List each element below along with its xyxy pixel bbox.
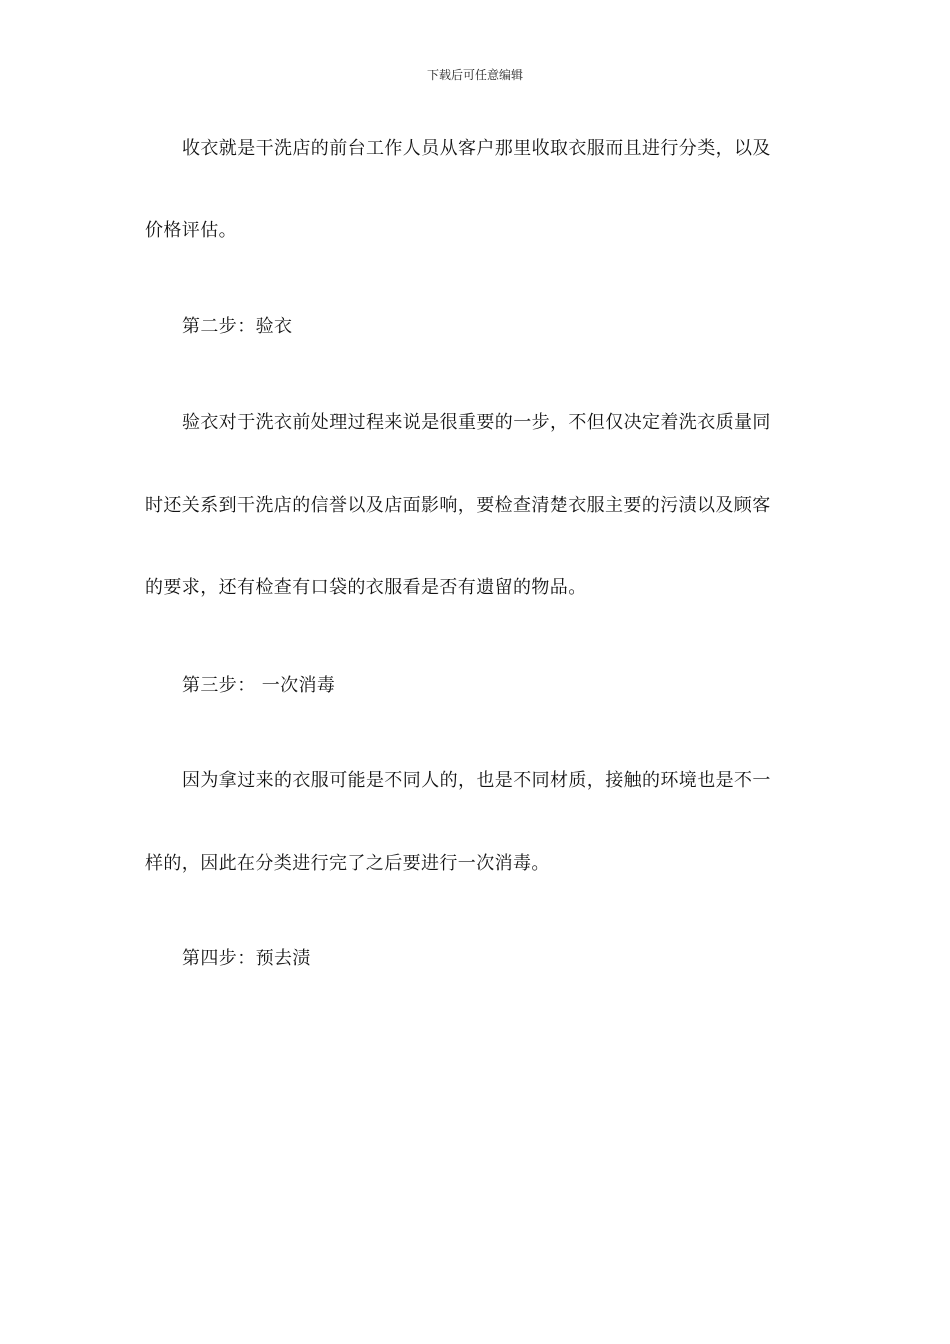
paragraph-line: 验衣对于洗衣前处理过程来说是很重要的一步，不但仅决定着洗衣质量同	[182, 412, 771, 433]
step-heading: 第三步： 一次消毒	[182, 675, 336, 696]
step-heading: 第二步：验衣	[182, 316, 293, 337]
paragraph-line: 样的，因此在分类进行完了之后要进行一次消毒。	[145, 853, 550, 874]
paragraph-line: 的要求，还有检查有口袋的衣服看是否有遗留的物品。	[145, 577, 587, 598]
paragraph-line: 价格评估。	[145, 220, 237, 241]
paragraph-line: 因为拿过来的衣服可能是不同人的，也是不同材质，接触的环境也是不一	[182, 770, 771, 791]
paragraph-line: 时还关系到干洗店的信誉以及店面影响，要检查清楚衣服主要的污渍以及顾客	[145, 495, 771, 516]
paragraph-line: 收衣就是干洗店的前台工作人员从客户那里收取衣服而且进行分类，以及	[182, 138, 771, 159]
page-header: 下载后可任意编辑	[426, 68, 523, 82]
step-heading: 第四步：预去渍	[182, 948, 311, 969]
